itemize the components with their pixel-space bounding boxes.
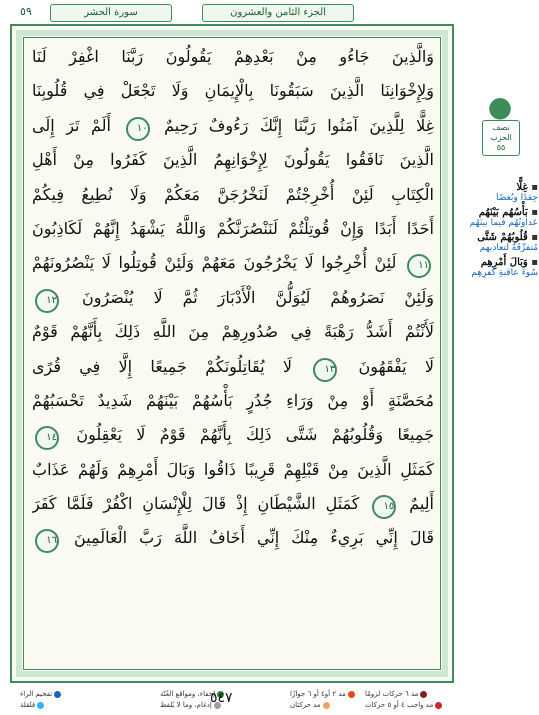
legend-item <box>365 701 442 709</box>
verse-text: مُحَصَّنَةٍ أَوْ مِنْ وَرَاءِ جُدُرٍ بَأْسُهُمْ بَيْنَهُمْ شَدِيدٌ تَحْسَبُهُمْ <box>32 390 434 410</box>
hizb-label <box>482 120 520 156</box>
note-meaning: مُتفرِّقَةٌ لتعاديهم <box>479 243 538 253</box>
legend-label: قلقلة <box>20 701 36 709</box>
word-notes <box>466 182 538 282</box>
text-line <box>32 40 434 74</box>
legend-label: إخفاء، ومواقع الغُنّة <box>160 690 216 698</box>
text-line <box>32 246 434 280</box>
verse-text: أَلَمْ تَرَ إِلَى <box>32 115 123 135</box>
text-line <box>32 109 434 143</box>
hizb-ornament-icon <box>480 92 520 120</box>
word-note <box>466 207 538 228</box>
legend-item <box>290 701 330 709</box>
legend-color-dot-icon <box>37 702 44 709</box>
margin-sidebar <box>462 0 539 715</box>
verse-text: الَّذِينَ نَافَقُوا يَقُولُونَ لِإِخْوَانِهِمُ الَّذِينَ كَفَرُوا مِنْ أَهْلِ <box>32 150 434 170</box>
text-line <box>32 521 434 555</box>
ayah-number-icon: ١٥ <box>372 495 396 519</box>
verse-text: أَلِيمٌ <box>399 494 434 514</box>
legend-label: مد ٦ حركات لزومًا <box>365 690 419 698</box>
verse-text: وَلِإِخْوَانِنَا الَّذِينَ سَبَقُونَا بِالْإِيمَانِ وَلَا تَجْعَلْ فِي قُلُوبِنَا <box>32 81 434 101</box>
text-line <box>32 178 434 212</box>
text-line <box>32 418 434 452</box>
verse-text: غِلًّا لِلَّذِينَ آمَنُوا رَبَّنَا إِنَّكَ رَءُوفٌ رَحِيمٌ <box>152 115 434 135</box>
legend-color-dot-icon <box>348 691 355 698</box>
surah-title: سورة الحشر <box>50 4 172 22</box>
legend-color-dot-icon <box>435 702 442 709</box>
verse-text: كَمَثَلِ الشَّيْطَانِ إِذْ قَالَ لِلْإِنْسَانِ اكْفُرْ فَلَمَّا كَفَرَ <box>32 494 370 514</box>
verse-text: قَالَ إِنِّي بَرِيءٌ مِنْكَ إِنِّي أَخَافُ اللَّهَ رَبَّ الْعَالَمِينَ <box>62 528 434 548</box>
legend-item <box>365 690 427 698</box>
text-line <box>32 143 434 177</box>
verse-text: كَمَثَلِ الَّذِينَ مِنْ قَبْلِهِمْ قَرِيبًا ذَاقُوا وَبَالَ أَمْرِهِمْ وَلَهُمْ عَذَابٌ <box>32 459 434 479</box>
verse-text: لَئِنْ أُخْرِجُوا لَا يَخْرُجُونَ مَعَهُمْ وَلَئِنْ قُوتِلُوا لَا يَنْصُرُونَهُمْ <box>32 253 404 273</box>
legend-item <box>20 690 61 698</box>
legend-label: مد واجب ٤ أو ٥ حركات <box>365 701 434 709</box>
text-line <box>32 212 434 246</box>
quran-text <box>32 40 434 660</box>
note-word: ▪ غِلًّا <box>466 182 538 193</box>
word-note <box>466 232 538 253</box>
ayah-number-icon: ١٤ <box>35 426 59 450</box>
page-header <box>10 2 454 24</box>
note-word: ▪ بَأْسُهُم بَيْنَهُم <box>466 207 538 218</box>
note-word: ▪ قُلُوبُهُمْ شَتَّى <box>466 232 538 243</box>
text-line <box>32 281 434 315</box>
hizb-marker <box>480 92 520 160</box>
legend-label: مد حركتان <box>290 701 321 709</box>
text-line <box>32 453 434 487</box>
note-meaning: سُوءَ عاقبةِ كُفرِهِم <box>471 268 538 278</box>
note-word: ▪ وَبَالَ أَمْرِهِم <box>466 257 538 268</box>
verse-text: وَلَئِنْ نَصَرُوهُمْ لَيُوَلُّنَّ الْأَدْبَارَ ثُمَّ لَا يُنْصَرُونَ <box>62 287 434 307</box>
legend-item <box>20 701 44 709</box>
legend-label: تفخيم الراء <box>20 690 53 698</box>
ayah-number-icon: ١١ <box>407 254 431 278</box>
verse-text: الْكِتَابِ لَئِنْ أُخْرِجْتُمْ لَنَخْرُجَنَّ مَعَكُمْ وَلَا نُطِيعُ فِيكُمْ <box>32 184 434 204</box>
surah-number: ٥٩ <box>20 5 32 18</box>
text-line <box>32 350 434 384</box>
text-line <box>32 74 434 108</box>
ayah-number-icon: ١٢ <box>35 289 59 313</box>
note-meaning: حِقدًا وبُغضًا <box>496 193 538 203</box>
verse-text: أَحَدًا أَبَدًا وَإِنْ قُوتِلْتُمْ لَنَنْصُرَنَّكُمْ وَاللَّهُ يَشْهَدُ إِنَّهُمْ لَكَاذِبُونَ <box>32 218 434 238</box>
verse-text: لَأَنْتُمْ أَشَدُّ رَهْبَةً فِي صُدُورِهِمْ مِنَ اللَّهِ ذَلِكَ بِأَنَّهُمْ قَوْمٌ <box>32 322 434 342</box>
legend-label: مد ٢ أو٤ أو ٦ جوازًا <box>290 690 346 698</box>
ayah-number-icon: ١٦ <box>35 529 59 553</box>
verse-text: لَا يَفْقَهُونَ <box>340 356 434 376</box>
page-number: ٥٤٧ <box>210 690 233 706</box>
verse-text: لَا يُقَاتِلُونَكُمْ جَمِيعًا إِلَّا فِي قُرًى <box>32 356 311 376</box>
word-note <box>466 257 538 278</box>
legend-color-dot-icon <box>323 702 330 709</box>
text-line <box>32 384 434 418</box>
text-line <box>32 315 434 349</box>
verse-text: جَمِيعًا وَقُلُوبُهُمْ شَتَّى ذَلِكَ بِأَنَّهُمْ قَوْمٌ لَا يَعْقِلُونَ <box>62 425 434 445</box>
note-meaning: عَداوتُهُم فيما بينَهُم <box>469 218 538 228</box>
ayah-number-icon: ١٠ <box>126 117 150 141</box>
hizb-label-line: ٥٥ <box>496 143 506 152</box>
legend-color-dot-icon <box>54 691 61 698</box>
legend-color-dot-icon <box>420 691 427 698</box>
verse-text: وَالَّذِينَ جَاءُو مِنْ بَعْدِهِمْ يَقُولُونَ رَبَّنَا اغْفِرْ لَنَا <box>32 47 434 66</box>
hizb-label-line: الحزب <box>490 133 512 142</box>
legend-item <box>290 690 355 698</box>
text-line <box>32 487 434 521</box>
legend-label: إدغام، وما لا يُلفظ <box>160 701 212 709</box>
ayah-number-icon: ١٣ <box>313 358 337 382</box>
hizb-label-line: نصف <box>492 123 510 132</box>
juz-title: الجزء الثامن والعشرون <box>202 4 354 22</box>
word-note <box>466 182 538 203</box>
